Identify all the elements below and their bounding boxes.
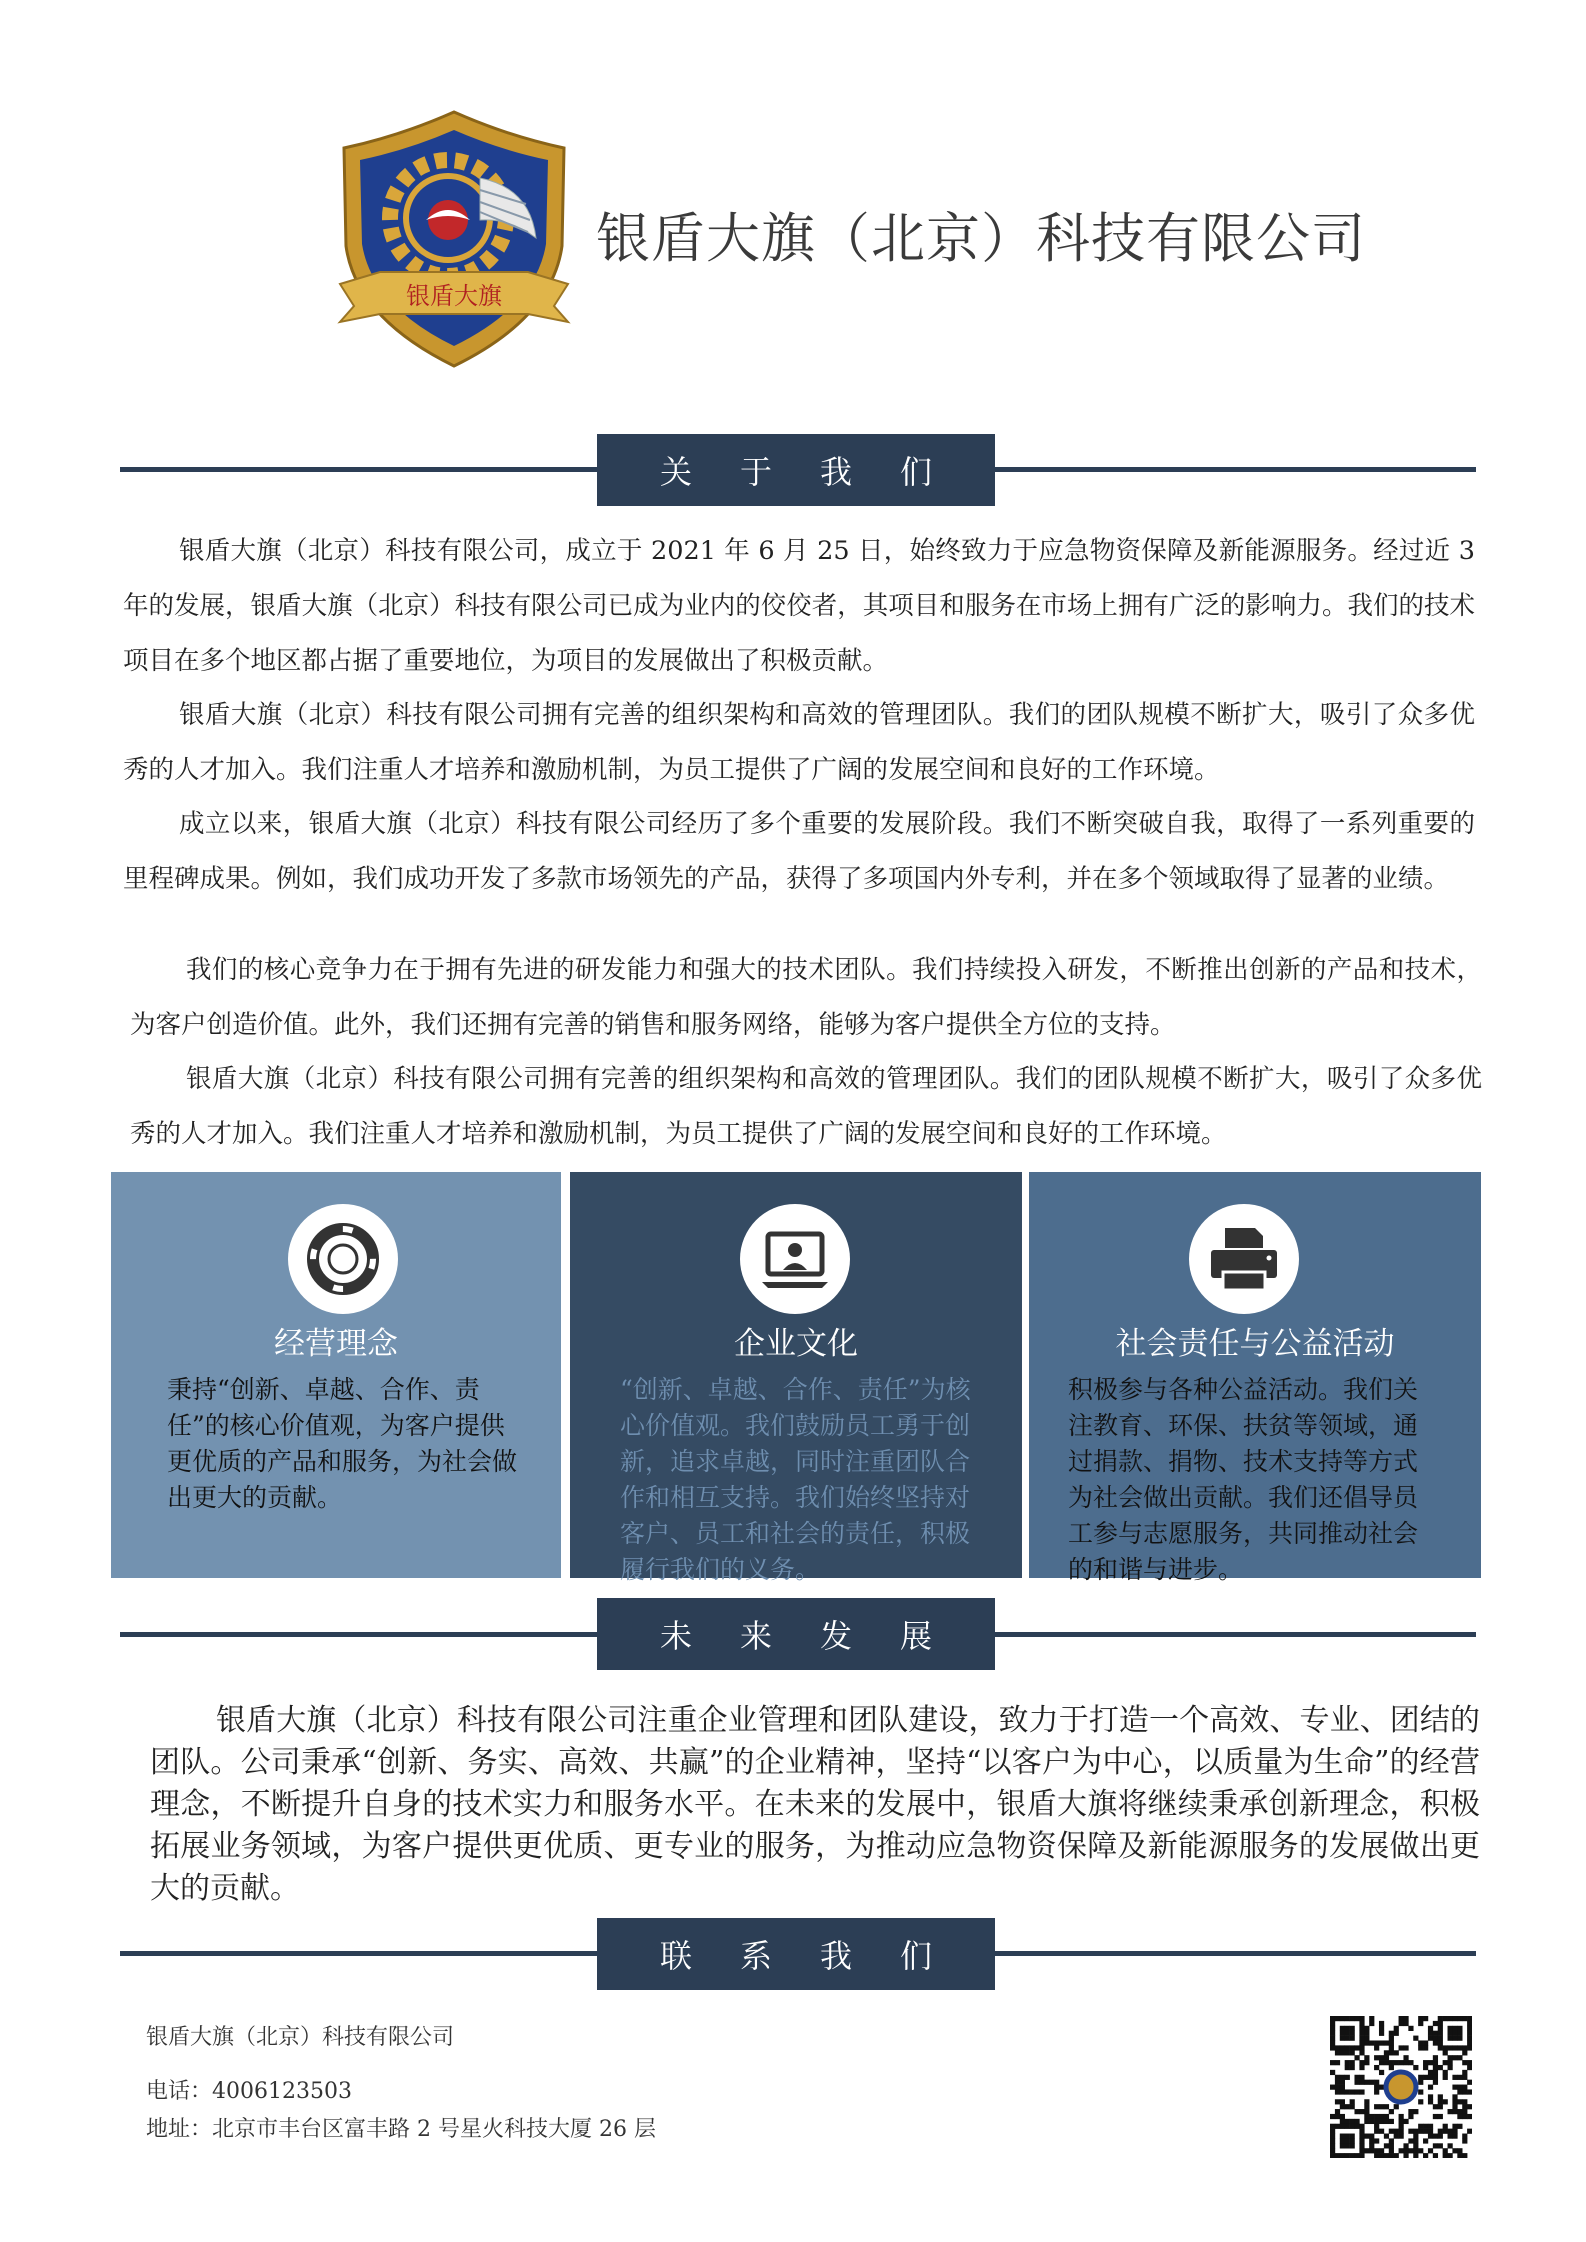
card-corporate-culture bbox=[570, 1172, 1022, 1584]
about-paragraph-4: 我们的核心竞争力在于拥有先进的研发能力和强大的技术团队。我们持续投入研发，不断推出创新的产品和技术，为客户创造价值。此外，我们还拥有完善的销售和服务网络，能够为客户提供全方位的支持。 bbox=[130, 955, 1482, 1040]
card-body: 积极参与各种公益活动。我们关注教育、环保、扶贫等领域，通过捐款、捐物、技术支持等方式为社会做出贡献。我们还倡导员工参与志愿服务，共同推动社会的和谐与进步。 bbox=[1068, 1375, 1419, 1584]
card-heading: 经营理念 bbox=[274, 1326, 398, 1362]
logo-ribbon-text: 银盾大旗 bbox=[406, 282, 502, 310]
qr-logo-icon bbox=[1386, 2072, 1416, 2102]
card-business-philosophy bbox=[111, 1172, 561, 1578]
company-title: 银盾大旗（北京）科技有限公司 bbox=[596, 207, 1366, 270]
card-body: 秉持“创新、卓越、合作、责任”的核心价值观，为客户提供更优质的产品和服务，为社会做出更大的贡献。 bbox=[167, 1375, 518, 1512]
company-logo bbox=[330, 108, 578, 370]
card-body: “创新、卓越、合作、责任”为核心价值观。我们鼓励员工勇于创新，追求卓越，同时注重团队合作和相互支持。我们始终坚持对客户、员工和社会的责任，积极履行我们的义务。 bbox=[620, 1375, 971, 1584]
contact-phone: 电话：4006123503 bbox=[146, 2079, 352, 2104]
qr-code bbox=[1330, 2016, 1472, 2158]
about-paragraph-2: 银盾大旗（北京）科技有限公司拥有完善的组织架构和高效的管理团队。我们的团队规模不断扩大，吸引了众多优秀的人才加入。我们注重人才培养和激励机制，为员工提供了广阔的发展空间和良好的工作环境。 bbox=[123, 700, 1475, 785]
about-section-title: 关于我们 bbox=[597, 434, 995, 506]
printer-icon bbox=[1189, 1204, 1299, 1314]
lifebuoy-icon bbox=[288, 1204, 398, 1314]
future-paragraph: 银盾大旗（北京）科技有限公司注重企业管理和团队建设，致力于打造一个高效、专业、团结的团队。公司秉承“创新、务实、高效、共赢”的企业精神，坚持“以客户为中心，以质量为生命”的经营理念，不断提升自身的技术实力和服务水平。在未来的发展中，银盾大旗将继续秉承创新理念，积极拓展业务领域，为客户提供更优质、更专业的服务，为推动应急物资保障及新能源服务的发展做出更大的贡献。 bbox=[150, 1703, 1480, 1906]
future-section-title: 未来发展 bbox=[597, 1598, 995, 1670]
about-paragraph-5: 银盾大旗（北京）科技有限公司拥有完善的组织架构和高效的管理团队。我们的团队规模不断扩大，吸引了众多优秀的人才加入。我们注重人才培养和激励机制，为员工提供了广阔的发展空间和良好的工作环境。 bbox=[130, 1064, 1482, 1149]
about-paragraph-3: 成立以来，银盾大旗（北京）科技有限公司经历了多个重要的发展阶段。我们不断突破自我，取得了一系列重要的里程碑成果。例如，我们成功开发了多款市场领先的产品，获得了多项国内外专利，并在多个领域取得了显著的业绩。 bbox=[123, 809, 1475, 894]
about-paragraph-1: 银盾大旗（北京）科技有限公司，成立于 2021 年 6 月 25 日，始终致力于应急物资保障及新能源服务。经过近 3 年的发展，银盾大旗（北京）科技有限公司已成为业内的佼佼者，其项目和服务在市场上拥有广泛的影响力。我们的技术项目在多个地区都占据了重要地位，为项目的发展做出了积极贡献。 bbox=[123, 536, 1475, 676]
card-social-responsibility bbox=[1029, 1172, 1481, 1584]
card-heading: 社会责任与公益活动 bbox=[1115, 1326, 1395, 1362]
contact-section-title: 联系我们 bbox=[597, 1918, 995, 1990]
contact-company: 银盾大旗（北京）科技有限公司 bbox=[146, 2025, 455, 2050]
monitor-user-icon bbox=[740, 1204, 850, 1314]
card-heading: 企业文化 bbox=[734, 1326, 858, 1362]
contact-address: 地址：北京市丰台区富丰路 2 号星火科技大厦 26 层 bbox=[146, 2117, 656, 2142]
